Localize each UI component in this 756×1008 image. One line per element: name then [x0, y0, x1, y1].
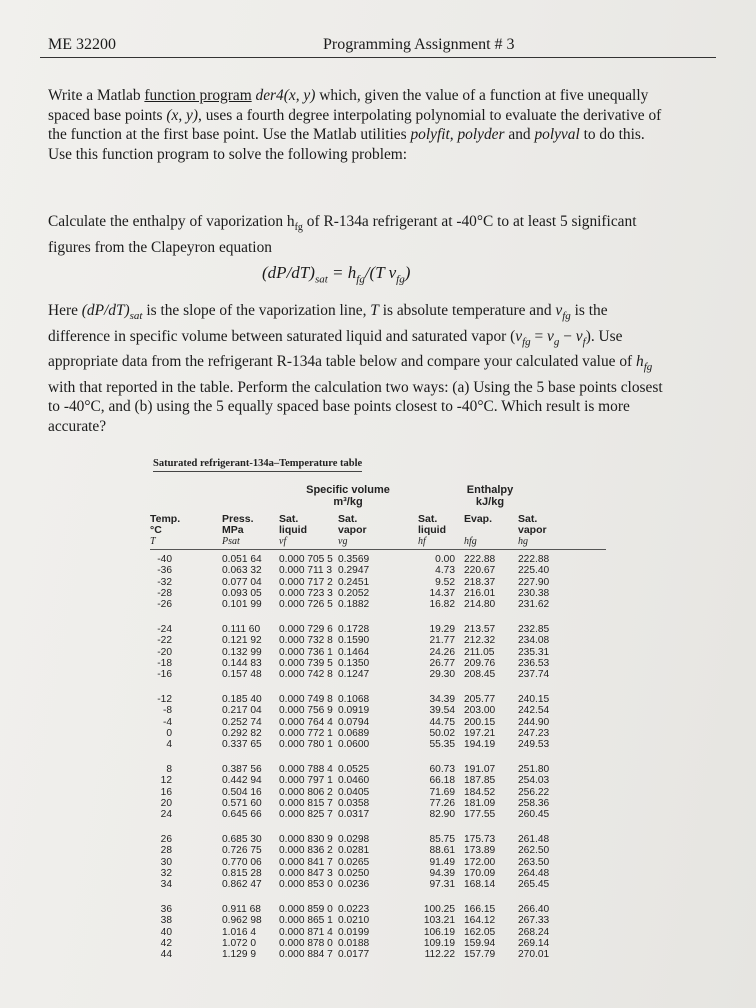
table-cell: 159.94 [464, 937, 496, 949]
table-cell: 0.252 74 [222, 716, 262, 728]
table-cell: 0.000 865 1 [279, 915, 333, 927]
table-cell: 261.48 [518, 834, 550, 845]
table-column-cells [279, 834, 333, 890]
table-cell: 231.62 [518, 599, 550, 611]
table-cell: 0.0188 [338, 937, 370, 949]
table-cell: 82.90 [429, 809, 455, 821]
table-cell: 162.05 [464, 926, 496, 938]
table-cell: 0.337 65 [222, 739, 262, 751]
table-cell: 0.093 05 [222, 587, 262, 599]
table-column-cells [279, 624, 333, 680]
table-column-cells [338, 904, 369, 960]
table-cell: 50.02 [429, 727, 455, 739]
table-cell: 218.37 [464, 576, 496, 588]
table-cell: 0.442 94 [222, 775, 262, 787]
table-cell: 256.22 [518, 786, 550, 798]
table-cell: 0.0199 [338, 926, 370, 938]
column-header: Temp. °C T [150, 513, 181, 547]
table-cell: 0.0281 [338, 845, 370, 857]
table-cell: -20 [157, 646, 172, 658]
table-cell: 0.1247 [338, 669, 370, 681]
table-column-cells [150, 694, 172, 750]
table-cell: 187.85 [464, 775, 496, 787]
table-cell: 0.121 92 [222, 635, 262, 647]
table-column-cells [279, 904, 333, 960]
table-cell: 0.0460 [338, 775, 370, 787]
table-column-cells [518, 764, 549, 820]
table-cell: -28 [157, 587, 172, 599]
table-cell: -32 [157, 576, 172, 588]
table-cell: -40 [157, 554, 172, 565]
table-column-cells [464, 624, 495, 680]
table-column-cells [464, 904, 495, 960]
table-cell: 0.132 99 [222, 646, 262, 658]
table-cell: 203.00 [464, 705, 496, 717]
table-cell: 0.645 66 [222, 809, 262, 821]
table-column-cells [338, 694, 369, 750]
table-column-cells [279, 764, 333, 820]
table-cell: 194.19 [464, 739, 496, 751]
table-cell: 21.77 [429, 635, 455, 647]
header-rule [40, 57, 716, 58]
table-cell: 94.39 [429, 867, 455, 879]
table-cell: 227.90 [518, 576, 550, 588]
table-cell: 232.85 [518, 624, 550, 635]
table-column-cells [222, 694, 262, 750]
table-cell: 29.30 [429, 669, 455, 681]
table-cell: 20 [160, 797, 172, 809]
instructions-paragraph: Here $(dP/dT)_{sat}$ is the slope of the vaporization line, T is absolute temperature and $v_{fg}$ is the difference in specific volume between saturated liquid and saturated vapor $(v_{fg} = v_g - v_f)$. Use appropriate data from the refrigerant R-134a table below and compare your calculated value of $h_{fg}$ with that reported in the table. Perform the calculation two ways: (a) Using the 5 base points closest to -40°C, and (b) using the 5 equally spaced base points closest to -40°C. Which result is more accurate? [48, 302, 663, 435]
table-column-cells [418, 764, 455, 820]
table-cell: 0.157 48 [222, 669, 262, 681]
table-cell: 265.45 [518, 879, 550, 891]
table-cell: 0.0689 [338, 727, 370, 739]
table-cell: 0.685 30 [222, 834, 262, 845]
table-cell: 1.072 0 [222, 937, 256, 949]
enthalpy-heading: Enthalpy kJ/kg [466, 484, 514, 508]
table-cell: 0.1068 [338, 694, 370, 705]
table-cell: 0.111 60 [222, 624, 261, 635]
table-column-cells [418, 904, 455, 960]
header-divider [150, 549, 606, 550]
table-cell: 0.000 705 5 [279, 554, 333, 565]
table-cell: 249.53 [518, 739, 550, 751]
table-cell: 0.000 726 5 [279, 599, 333, 611]
table-cell: 0.0298 [338, 834, 370, 845]
column-header: Press. MPa Psat [222, 513, 254, 547]
table-cell: 109.19 [423, 937, 455, 949]
table-cell: 19.29 [429, 624, 455, 635]
table-column-cells [338, 834, 369, 890]
table-cell: 0.0405 [338, 786, 370, 798]
table-cell: 100.25 [423, 904, 455, 915]
table-cell: 0.000 756 9 [279, 705, 333, 717]
table-cell: 242.54 [518, 705, 550, 717]
page-header [40, 30, 716, 56]
table-cell: 212.32 [464, 635, 496, 647]
table-cell: 0.962 98 [222, 915, 262, 927]
table-cell: 0.185 40 [222, 694, 262, 705]
table-cell: 26 [160, 834, 172, 845]
table-cell: 91.49 [429, 856, 455, 868]
table-column-cells [279, 694, 333, 750]
table-cell: 0.000 772 1 [279, 727, 333, 739]
table-cell: 184.52 [464, 786, 496, 798]
table-cell: 0.1882 [338, 599, 370, 611]
table-cell: 24.26 [429, 646, 455, 658]
table-cell: 230.38 [518, 587, 550, 599]
table-cell: -26 [157, 599, 172, 611]
table-cell: 71.69 [429, 786, 455, 798]
table-column-cells [418, 624, 455, 680]
table-cell: 4.73 [435, 565, 455, 577]
table-cell: 39.54 [429, 705, 455, 717]
table-cell: 173.89 [464, 845, 496, 857]
table-cell: 0.00 [435, 554, 455, 565]
table-cell: 267.33 [518, 915, 550, 927]
column-header: Sat. liquid vf [279, 513, 307, 547]
table-cell: 0.0236 [338, 879, 370, 891]
table-cell: 0.000 711 3 [279, 565, 333, 577]
table-cell: 0.0600 [338, 739, 370, 751]
table-cell: 106.19 [423, 926, 455, 938]
table-column-cells [222, 624, 262, 680]
table-cell: 0.862 47 [222, 879, 262, 891]
table-cell: 55.35 [429, 739, 455, 751]
column-header: Sat. vapor hg [518, 513, 547, 547]
table-cell: 34 [160, 879, 172, 891]
table-cell: 42 [160, 937, 172, 949]
table-cell: 234.08 [518, 635, 550, 647]
table-cell: 197.21 [464, 727, 496, 739]
table-cell: 16 [160, 786, 172, 798]
table-column-cells [222, 764, 262, 820]
table-cell: 236.53 [518, 657, 550, 669]
table-title: Saturated refrigerant-134a–Temperature table [153, 458, 362, 472]
table-cell: 251.80 [518, 764, 550, 775]
table-cell: 0.101 99 [222, 599, 262, 611]
table-cell: 0.2947 [338, 565, 370, 577]
table-column-cells [222, 904, 262, 960]
table-cell: 0.000 788 4 [279, 764, 333, 775]
table-cell: 0.000 836 2 [279, 845, 333, 857]
table-cell: 38 [160, 915, 172, 927]
table-cell: 222.88 [518, 554, 550, 565]
table-cell: 112.22 [424, 949, 455, 961]
table-cell: 0.1464 [338, 646, 370, 658]
table-cell: 0.144 83 [222, 657, 262, 669]
table-cell: 0.1728 [338, 624, 370, 635]
table-cell: 205.77 [464, 694, 496, 705]
table-column-cells [464, 554, 495, 610]
table-cell: 85.75 [429, 834, 455, 845]
table-cell: -4 [162, 716, 172, 728]
table-cell: 0.000 797 1 [279, 775, 333, 787]
table-column-cells [150, 904, 172, 960]
task-paragraph: Write a Matlab function program der4(x, y) which, given the value of a function at five unequally spaced base points (x, y), uses a fourth degree interpolating polynomial to evaluate the derivative of the function at the first base point. Use the Matlab utilities polyfit, polyder and polyval to do this. Use this function program to solve the following problem: [48, 87, 662, 163]
table-cell: 28 [160, 845, 172, 857]
table-cell: 0.815 28 [222, 867, 262, 879]
table-cell: 26.77 [429, 657, 455, 669]
table-cell: 103.21 [423, 915, 455, 927]
table-cell: 181.09 [464, 797, 496, 809]
table-cell: 0.1590 [338, 635, 370, 647]
table-cell: 268.24 [518, 926, 550, 938]
table-cell: 0.000 764 4 [279, 716, 333, 728]
table-cell: 209.76 [464, 657, 496, 669]
table-column-cells [518, 694, 549, 750]
table-cell: 170.09 [464, 867, 496, 879]
table-cell: 16.82 [429, 599, 455, 611]
table-cell: 244.90 [518, 716, 550, 728]
table-cell: 0.387 56 [222, 764, 262, 775]
table-cell: 164.12 [464, 915, 496, 927]
table-column-cells [338, 764, 369, 820]
table-cell: 262.50 [518, 845, 550, 857]
table-cell: 0.0794 [338, 716, 370, 728]
table-cell: 66.18 [429, 775, 455, 787]
table-column-cells [150, 764, 172, 820]
table-cell: 0.770 06 [222, 856, 262, 868]
column-header: Evap. hfg [464, 513, 493, 547]
table-cell: 0.000 742 8 [279, 669, 333, 681]
table-column-cells [150, 554, 172, 610]
table-cell: 237.74 [518, 669, 550, 681]
table-column-cells [222, 554, 262, 610]
table-cell: 225.40 [518, 565, 550, 577]
table-cell: 260.45 [518, 809, 550, 821]
table-cell: 175.73 [464, 834, 496, 845]
table-cell: 270.01 [518, 949, 550, 961]
table-cell: 0.000 825 7 [279, 809, 333, 821]
table-cell: 0.0358 [338, 797, 370, 809]
r134a-table [150, 458, 606, 978]
table-cell: -8 [162, 705, 172, 717]
table-cell: -22 [157, 635, 172, 647]
column-header: Sat. liquid hf [418, 513, 446, 547]
table-cell: 200.15 [464, 716, 496, 728]
table-cell: 0.571 60 [222, 797, 262, 809]
table-cell: 0.000 736 1 [279, 646, 333, 658]
table-cell: 0.077 04 [222, 576, 262, 588]
table-cell: 0.000 806 2 [279, 786, 333, 798]
table-cell: 0.292 82 [222, 727, 262, 739]
table-cell: 34.39 [429, 694, 455, 705]
table-cell: 77.26 [429, 797, 455, 809]
column-header: Sat. vapor vg [338, 513, 367, 547]
table-cell: 168.14 [464, 879, 496, 891]
table-cell: -12 [157, 694, 172, 705]
table-cell: 44.75 [429, 716, 455, 728]
table-cell: 0.000 859 0 [279, 904, 333, 915]
table-cell: 0.000 739 5 [279, 657, 333, 669]
table-column-cells [222, 834, 262, 890]
table-cell: 0.000 732 8 [279, 635, 333, 647]
table-cell: 0.063 32 [222, 565, 262, 577]
table-column-cells [338, 554, 369, 610]
table-cell: 258.36 [518, 797, 550, 809]
table-cell: 172.00 [464, 856, 496, 868]
table-cell: 157.79 [464, 949, 496, 961]
table-cell: 254.03 [518, 775, 550, 787]
table-cell: 247.23 [518, 727, 550, 739]
table-cell: 0.000 841 7 [279, 856, 333, 868]
table-cell: 0.000 729 6 [279, 624, 333, 635]
table-cell: -24 [157, 624, 172, 635]
table-cell: 0.000 878 0 [279, 937, 333, 949]
table-cell: 235.31 [518, 646, 550, 658]
table-column-cells [150, 834, 172, 890]
table-cell: 0.000 815 7 [279, 797, 333, 809]
table-cell: 216.01 [464, 587, 496, 599]
table-cell: 211.05 [464, 646, 495, 658]
table-cell: 1.016 4 [222, 926, 256, 938]
table-cell: 0.2052 [338, 587, 370, 599]
table-cell: 0.0223 [338, 904, 370, 915]
table-cell: 166.15 [464, 904, 496, 915]
table-cell: 44 [160, 949, 172, 961]
table-column-cells [518, 904, 549, 960]
table-cell: 0.0210 [338, 915, 370, 927]
table-cell: 269.14 [518, 937, 550, 949]
table-cell: 0.911 68 [222, 904, 261, 915]
table-cell: 24 [160, 809, 172, 821]
table-cell: 263.50 [518, 856, 550, 868]
table-cell: 9.52 [435, 576, 455, 588]
table-cell: 0.504 16 [222, 786, 262, 798]
table-column-cells [518, 624, 549, 680]
table-cell: 4 [166, 739, 172, 751]
table-cell: 0.051 64 [222, 554, 262, 565]
table-cell: 60.73 [429, 764, 455, 775]
table-cell: 32 [160, 867, 172, 879]
table-column-cells [464, 834, 495, 890]
table-cell: -18 [157, 657, 172, 669]
table-cell: 36 [160, 904, 172, 915]
table-cell: 97.31 [429, 879, 455, 891]
table-cell: 0.000 871 4 [279, 926, 333, 938]
table-column-cells [338, 624, 369, 680]
table-cell: 12 [160, 775, 172, 787]
assignment-title: Programming Assignment # 3 [323, 36, 515, 53]
table-cell: 0.726 75 [222, 845, 262, 857]
table-cell: 88.61 [429, 845, 455, 857]
table-cell: -16 [157, 669, 172, 681]
table-cell: 222.88 [464, 554, 496, 565]
table-cell: 0.000 717 2 [279, 576, 333, 588]
table-column-cells [418, 834, 455, 890]
table-cell: 0.1350 [338, 657, 370, 669]
specific-volume-heading: Specific volume m³/kg [306, 484, 390, 508]
table-column-cells [418, 694, 455, 750]
table-cell: 213.57 [464, 624, 496, 635]
table-cell: 214.80 [464, 599, 496, 611]
table-cell: 0.217 04 [222, 705, 262, 717]
table-column-cells [279, 554, 333, 610]
table-cell: 0.000 884 7 [279, 949, 333, 961]
table-cell: 191.07 [464, 764, 496, 775]
table-cell: 0.3569 [338, 554, 370, 565]
table-column-cells [518, 834, 549, 890]
table-cell: 0.000 749 8 [279, 694, 333, 705]
table-column-cells [464, 694, 495, 750]
table-cell: 0.0919 [338, 705, 370, 717]
table-cell: 0.000 780 1 [279, 739, 333, 751]
course-code: ME 32200 [48, 36, 116, 53]
table-cell: 0.000 853 0 [279, 879, 333, 891]
table-cell: 14.37 [429, 587, 455, 599]
table-cell: 0.000 723 3 [279, 587, 333, 599]
table-cell: 0.0525 [338, 764, 370, 775]
table-cell: -36 [157, 565, 172, 577]
table-cell: 264.48 [518, 867, 550, 879]
table-cell: 0.2451 [338, 576, 370, 588]
table-cell: 0.0317 [338, 809, 370, 821]
table-cell: 0 [166, 727, 172, 739]
table-cell: 8 [166, 764, 172, 775]
table-cell: 266.40 [518, 904, 550, 915]
table-cell: 220.67 [464, 565, 496, 577]
table-cell: 0.000 830 9 [279, 834, 333, 845]
table-column-cells [464, 764, 495, 820]
clapeyron-equation: $(dP/dT)_{sat} = h_{fg}/(T$ $v_{fg}$) [262, 263, 411, 286]
table-cell: 0.0177 [338, 949, 370, 961]
table-column-cells [150, 624, 172, 680]
table-cell: 40 [160, 926, 172, 938]
table-cell: 0.0265 [338, 856, 370, 868]
table-cell: 1.129 9 [222, 949, 256, 961]
table-cell: 177.55 [464, 809, 496, 821]
table-cell: 30 [160, 856, 172, 868]
table-cell: 208.45 [464, 669, 496, 681]
table-cell: 0.000 847 3 [279, 867, 333, 879]
table-column-cells [418, 554, 455, 610]
table-cell: 0.0250 [338, 867, 370, 879]
table-cell: 240.15 [518, 694, 550, 705]
problem-statement: Calculate the enthalpy of vaporization $h_{fg}$ of R-134a refrigerant at -40°C to at least 5 significant figures from the Clapeyron equation [48, 213, 637, 256]
table-column-cells [518, 554, 549, 610]
